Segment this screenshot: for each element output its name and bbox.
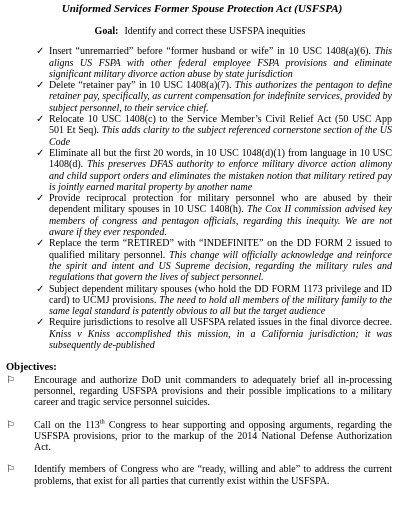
check-icon: ✓ — [36, 114, 45, 126]
check-icon: ✓ — [36, 46, 45, 58]
goal-item-note: This aligns US FSPA with other federal employee FSPA provisions and eliminate significant military divorce action abuse by state jurisdiction — [49, 46, 392, 80]
goal-line — [6, 26, 394, 37]
check-icon: ✓ — [36, 80, 45, 92]
goal-item-note: This adds clarity to the subject referenced cornerstone section of the US Code — [49, 125, 392, 148]
goal-item-note: This authorizes the pentagon to define retainer pay, specifically, as current compensation for indefinite services, provided by subject personnel, to their service chief. — [49, 80, 393, 114]
objectives-list — [6, 375, 392, 487]
goal-item — [36, 238, 392, 283]
goal-item — [36, 317, 392, 351]
goal-item — [36, 193, 392, 238]
goals-list — [36, 46, 392, 351]
flag-icon: ⚐ — [6, 419, 15, 431]
check-icon: ✓ — [36, 317, 45, 329]
flag-icon: ⚐ — [6, 464, 15, 476]
check-icon: ✓ — [36, 147, 45, 159]
goal-item-text: Provide reciprocal protection for military personnel who are abused by their dependent military spouses in 10 USC 1408(h). — [49, 193, 392, 216]
goal-item-text: Subject dependent military spouses (who hold the DD FORM 1173 privilege and ID card) to UCMJ provisions. — [49, 283, 392, 306]
check-icon: ✓ — [36, 238, 45, 250]
goal-item — [36, 46, 392, 80]
goal-item-text: Replace the term “RETIRED” with “INDEFINITE” on the DD FORM 2 issued to qualified military personnel. — [49, 238, 392, 261]
goal-item — [36, 148, 392, 193]
goal-item-note: This change will officially acknowledge and reinforce the spirit and intent and US Supreme decision, regarding the military rules and regulations that govern the lives of subject personnel. — [49, 249, 392, 284]
objective-text: Encourage and authorize DoD unit commanders to adequately brief all in-processing personnel, regarding USFSPA provisions and their possible implications to a military career and tragic service personnel suicides. — [34, 374, 392, 409]
objective-item — [6, 420, 392, 454]
objective-item — [6, 375, 392, 409]
goal-item-note: This preserves DFAS authority to enforce military divorce action alimony and child support orders and eliminates the mistaken notion that military retired pay is jointly earned marital property by another name — [49, 159, 392, 193]
objective-text-sup: th — [99, 418, 105, 426]
goal-item-note: The need to hold all members of the military family to the same legal standard is patently obvious to all but the target audience — [49, 294, 392, 318]
goal-item-text: Delete “retainer pay” in 10 USC 1408(a)(7). — [49, 80, 235, 92]
goal-item — [36, 114, 392, 148]
check-icon: ✓ — [36, 283, 45, 295]
objectives-heading: Objectives: — [6, 362, 57, 374]
objective-text-post: Congress to hear supporting and opposing arguments, regarding the USFSPA provisions, prior to the markup of the 2014 National Defense Authorization Act. — [34, 419, 392, 454]
goal-item — [36, 80, 392, 114]
objective-item — [6, 464, 392, 487]
goal-item-text: Insert “unremarried” before “former husband or wife” in 10 USC 1408(a)(6). — [49, 46, 375, 58]
goal-item-note: The Cox II commission advised key members of congress and pentagon officials, regarding this inequity. We are not aware if they ever responded. — [49, 204, 392, 239]
objective-text-pre: Call on the 113 — [34, 419, 100, 431]
flag-icon: ⚐ — [6, 374, 15, 386]
goal-label: Goal: — [94, 26, 119, 37]
goal-item — [36, 284, 392, 318]
goal-item-text: Eliminate all but the first 20 words, in 10 USC 1048(d)(1) from language in 10 USC 1408(d). — [49, 147, 392, 171]
goal-item-text: Require jurisdictions to resolve all USFSPA related issues in the final divorce decree. — [49, 317, 392, 329]
goal-item-text: Relocate 10 USC 1408(c) to the Service Member’s Civil Relief Act (50 USC App 501 Et Seq). — [49, 114, 392, 137]
goal-text: Identify and correct these USFSPA inequities — [124, 26, 306, 37]
document-title: Uniformed Services Former Spouse Protection Act (USFSPA) — [61, 3, 343, 15]
objective-text: Identify members of Congress who are “ready, willing and able” to address the current problems, that exist for all parties that currently exist within the USFSPA. — [34, 464, 392, 487]
check-icon: ✓ — [36, 193, 45, 205]
goal-item-note: Kniss v Kniss accomplished this mission, in a California jurisdiction; it was subsequently de-published — [49, 328, 392, 352]
